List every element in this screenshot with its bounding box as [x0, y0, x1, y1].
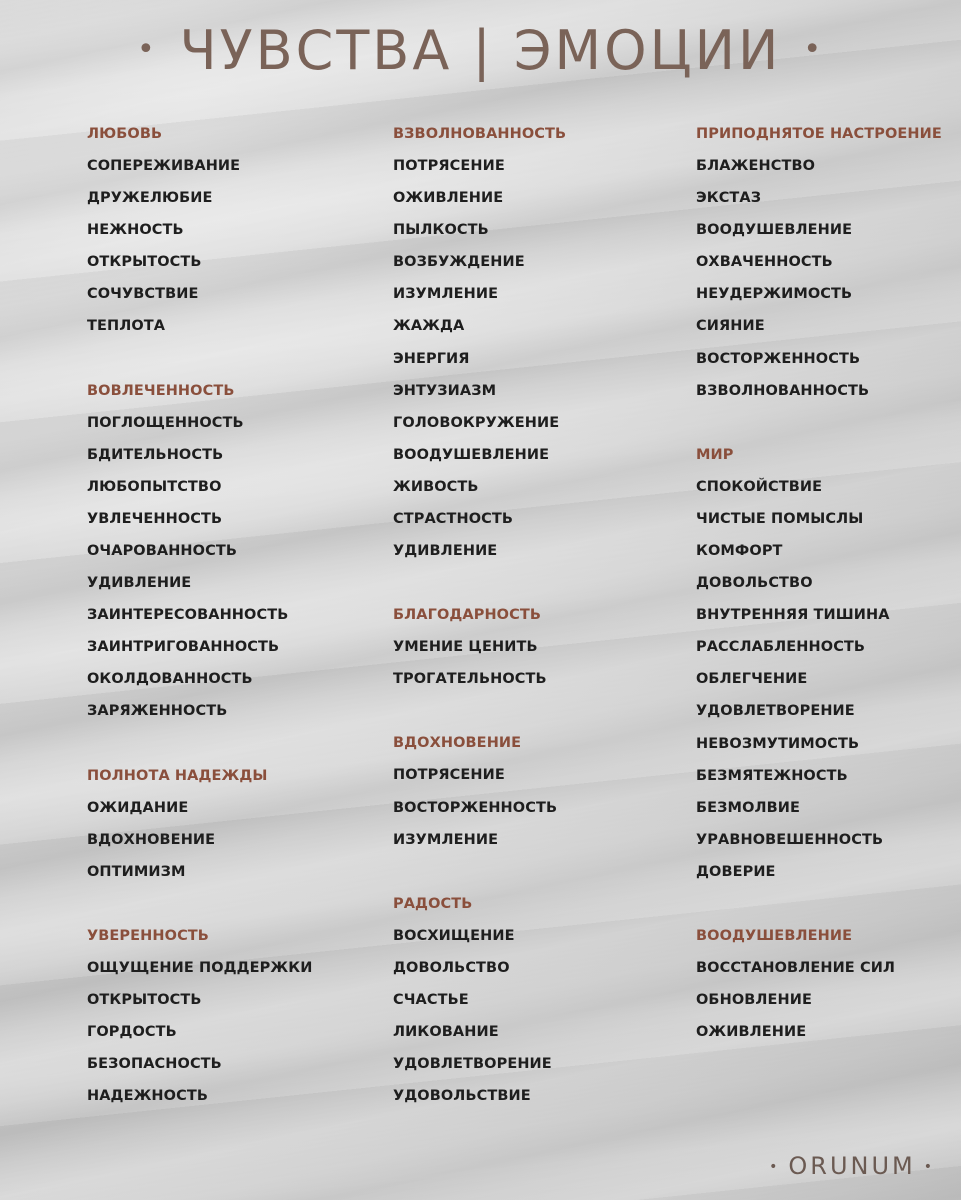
group-heading: ПРИПОДНЯТОЕ НАСТРОЕНИЕ [696, 126, 942, 142]
brand-name: ORUNUM [788, 1152, 916, 1180]
column-1 [87, 118, 312, 1144]
emotion-group [87, 760, 312, 888]
brand-dot-left: • [769, 1159, 781, 1175]
emotion-item: ЗАИНТРИГОВАННОСТЬ [87, 639, 280, 656]
emotion-item: ВОССТАНОВЛЕНИЕ СИЛ [696, 959, 896, 976]
emotion-item: ОЖИВЛЕНИЕ [696, 1024, 807, 1041]
emotion-item: НЕВОЗМУТИМОСТЬ [696, 735, 860, 752]
emotion-item: БЕЗМЯТЕЖНОСТЬ [696, 767, 848, 784]
emotion-group [87, 375, 312, 728]
emotion-item: ВДОХНОВЕНИЕ [87, 831, 216, 848]
title-feelings: ЧУВСТВА [179, 19, 453, 82]
emotion-item: УМЕНИЕ ЦЕНИТЬ [393, 639, 538, 656]
group-heading: ВЗВОЛНОВАННОСТЬ [393, 126, 567, 142]
emotion-item: ЖИВОСТЬ [393, 478, 479, 495]
emotion-group [393, 118, 566, 567]
emotion-item: ВЗВОЛНОВАННОСТЬ [696, 382, 870, 399]
emotion-item: БДИТЕЛЬНОСТЬ [87, 446, 224, 463]
emotion-group [393, 727, 566, 855]
emotion-item: ГОРДОСТЬ [87, 1023, 177, 1040]
emotion-item: УРАВНОВЕШЕННОСТЬ [696, 831, 884, 848]
emotion-item: ОЖИДАНИЕ [87, 799, 189, 816]
emotion-group [393, 888, 566, 1113]
group-heading: ВООДУШЕВЛЕНИЕ [696, 927, 853, 944]
emotion-group [87, 118, 312, 343]
group-heading: МИР [696, 446, 734, 463]
title-emotions: ЭМОЦИИ [513, 19, 782, 82]
emotion-item: УДОВЛЕТВОРЕНИЕ [696, 703, 855, 720]
emotion-item: ЛЮБОПЫТСТВО [87, 478, 222, 495]
emotion-group [696, 118, 942, 407]
emotion-item: ПОТРЯСЕНИЕ [393, 158, 505, 174]
emotion-item: ЧИСТЫЕ ПОМЫСЛЫ [696, 510, 864, 527]
emotion-item: ПОТРЯСЕНИЕ [393, 767, 505, 784]
emotion-group [696, 920, 942, 1048]
emotion-item: ЗАРЯЖЕННОСТЬ [87, 703, 228, 720]
emotion-group [393, 599, 566, 695]
group-heading: ПОЛНОТА НАДЕЖДЫ [87, 767, 268, 784]
emotion-item: ДРУЖЕЛЮБИЕ [87, 190, 213, 207]
emotion-item: БЕЗМОЛВИЕ [696, 799, 801, 816]
emotion-item: СИЯНИЕ [696, 318, 765, 335]
emotion-item: ВОСТОРЖЕННОСТЬ [696, 350, 861, 367]
emotion-item: БЕЗОПАСНОСТЬ [87, 1056, 222, 1073]
emotion-group [87, 920, 312, 1112]
emotion-item: НЕЖНОСТЬ [87, 222, 184, 239]
column-2 [393, 118, 566, 1144]
group-heading: ВДОХНОВЕНИЕ [393, 735, 522, 752]
emotion-item: РАССЛАБЛЕННОСТЬ [696, 639, 866, 656]
emotion-group [696, 439, 942, 888]
emotion-item: УДОВЛЕТВОРЕНИЕ [393, 1056, 552, 1073]
emotion-item: ОБЛЕГЧЕНИЕ [696, 671, 808, 688]
emotion-item: СЧАСТЬЕ [393, 991, 469, 1008]
emotion-item: ДОВОЛЬСТВО [696, 575, 813, 592]
brand-dot-right: • [923, 1159, 935, 1175]
emotion-item: СОЧУВСТВИЕ [87, 286, 199, 303]
group-heading: УВЕРЕННОСТЬ [87, 927, 209, 944]
emotion-item: ОЖИВЛЕНИЕ [393, 190, 504, 207]
emotion-item: ИЗУМЛЕНИЕ [393, 286, 499, 303]
emotion-item: БЛАЖЕНСТВО [696, 158, 816, 174]
group-heading: РАДОСТЬ [393, 895, 473, 912]
emotion-item: ЭНЕРГИЯ [393, 350, 470, 367]
emotion-item: ТРОГАТЕЛЬНОСТЬ [393, 671, 547, 688]
emotion-item: ОКОЛДОВАННОСТЬ [87, 671, 253, 688]
emotion-item: ДОВОЛЬСТВО [393, 959, 510, 976]
emotion-item: УВЛЕЧЕННОСТЬ [87, 510, 223, 527]
emotion-item: КОМФОРТ [696, 542, 783, 559]
title-separator: | [472, 19, 494, 82]
title-dot-left: • [136, 32, 158, 68]
emotion-item: ОБНОВЛЕНИЕ [696, 992, 813, 1009]
emotion-item: ОТКРЫТОСТЬ [87, 254, 202, 271]
emotion-item: ВОСТОРЖЕННОСТЬ [393, 799, 558, 816]
emotion-item: УДИВЛЕНИЕ [87, 575, 192, 592]
emotion-item: СОПЕРЕЖИВАНИЕ [87, 158, 241, 174]
emotion-item: СПОКОЙСТВИЕ [696, 478, 823, 495]
group-heading: БЛАГОДАРНОСТЬ [393, 607, 541, 624]
emotion-item: ГОЛОВОКРУЖЕНИЕ [393, 414, 560, 431]
emotion-item: ЭНТУЗИАЗМ [393, 382, 497, 399]
emotion-item: ОПТИМИЗМ [87, 863, 186, 880]
emotion-item: УДИВЛЕНИЕ [393, 543, 498, 560]
emotion-item: ДОВЕРИЕ [696, 863, 776, 880]
emotion-item: НАДЕЖНОСТЬ [87, 1088, 208, 1105]
column-3 [696, 118, 942, 1080]
emotion-item: ВООДУШЕВЛЕНИЕ [696, 222, 853, 239]
emotion-item: ИЗУМЛЕНИЕ [393, 831, 499, 848]
group-heading: ВОВЛЕЧЕННОСТЬ [87, 382, 235, 399]
emotion-item: ВООДУШЕВЛЕНИЕ [393, 446, 550, 463]
group-heading: ЛЮБОВЬ [87, 126, 163, 142]
emotion-item: ЖАЖДА [393, 318, 465, 335]
emotion-item: ОТКРЫТОСТЬ [87, 991, 202, 1008]
emotion-item: НЕУДЕРЖИМОСТЬ [696, 286, 853, 303]
emotion-item: ЗАИНТЕРЕСОВАННОСТЬ [87, 607, 289, 624]
emotion-item: СТРАСТНОСТЬ [393, 511, 514, 528]
title-dot-right: • [803, 32, 825, 68]
emotion-item: ЭКСТАЗ [696, 190, 762, 207]
emotion-item: ВОЗБУЖДЕНИЕ [393, 254, 525, 271]
emotion-item: ПЫЛКОСТЬ [393, 222, 489, 239]
emotion-item: ОЧАРОВАННОСТЬ [87, 542, 237, 559]
emotion-item: ВНУТРЕННЯЯ ТИШИНА [696, 607, 890, 624]
emotion-item: ЛИКОВАНИЕ [393, 1023, 499, 1040]
emotion-item: ОХВАЧЕННОСТЬ [696, 254, 833, 271]
emotion-item: УДОВОЛЬСТВИЕ [393, 1088, 531, 1105]
page-title [0, 18, 961, 87]
emotion-item: ТЕПЛОТА [87, 318, 166, 335]
brand-logo [761, 1146, 943, 1190]
emotion-item: ПОГЛОЩЕННОСТЬ [87, 414, 244, 431]
emotion-item: ВОСХИЩЕНИЕ [393, 927, 515, 944]
emotion-item: ОЩУЩЕНИЕ ПОДДЕРЖКИ [87, 959, 313, 976]
